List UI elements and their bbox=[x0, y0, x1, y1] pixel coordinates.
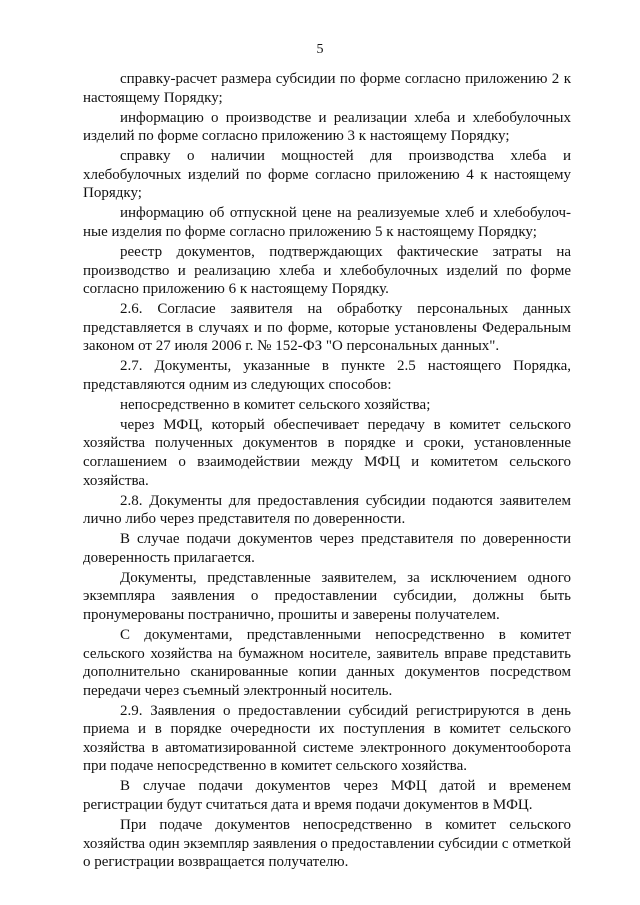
paragraph-attachment-3: информацию о производстве и реализации хлеба и хлебобулочных изделий по форме согласно приложению 3 к настоящему Порядку; bbox=[83, 109, 571, 145]
paragraph-2-8-scans: С документами, представленными непосредственно в комитет сельского хозяйства на бумажном носителе, заявитель вправе представить дополнительно сканированные копии данных документов посредством передачи через съемный электронный носитель. bbox=[83, 626, 571, 699]
paragraph-2-9: 2.9. Заявления о предоставлении субсидий регистрируются в день приема и в порядке очередности их поступления в комитет сельского хозяйства в автоматизированной системе электронного документооборота при подаче непосредственно в комитет сельского хозяйства. bbox=[83, 702, 571, 775]
paragraph-2-8-numbering: Документы, представленные заявителем, за исключением одного экземпляра заявления о предоставлении субсидии, должны быть пронумерованы постранично, прошиты и заверены получателем. bbox=[83, 569, 571, 623]
paragraph-2-9-return: При подаче документов непосредственно в комитет сельского хозяйства один экземпляр заявления о предоставлении субсидии с отметкой о регистрации возвращается получателю. bbox=[83, 817, 571, 871]
paragraph-2-7-direct: непосредственно в комитет сельского хозяйства; bbox=[120, 396, 431, 413]
paragraph-attachment-5: информацию об отпускной цене на реализуемые хлеб и хлебобулочные изделия по форме согласно приложению 5 к настоящему Порядку; bbox=[83, 205, 571, 240]
document-body bbox=[83, 70, 571, 873]
paragraph-2-7-mfc: через МФЦ, который обеспечивает передачу в комитет сельского хозяйства полученных документов в порядке и сроки, установленные соглашением о взаимодействии между МФЦ и комитетом сельского хозяйства. bbox=[83, 416, 571, 489]
paragraph-attachment-6: реестр документов, подтверждающих фактические затраты на производство и реализацию хлеба и хлебобулочных изделий по форме согласно приложению 6 к настоящему Порядку. bbox=[83, 243, 571, 298]
page-number: 5 bbox=[316, 42, 324, 57]
paragraph-2-8-proxy: В случае подачи документов через представителя по доверенности доверенность прилагается. bbox=[83, 531, 571, 566]
paragraph-attachment-2: справку-расчет размера субсидии по форме согласно приложению 2 к настоящему Порядку; bbox=[83, 71, 571, 106]
paragraph-attachment-4: справку о наличии мощностей для производства хлеба и хлебобулочных изделий по форме согласно приложению 4 к настоящему Порядку; bbox=[83, 148, 571, 202]
paragraph-2-6: 2.6. Согласие заявителя на обработку персональных данных представляется в случаях и по форме, которые установлены Федеральным законом от 27 июля 2006 г. № 152-ФЗ "О персональных данных". bbox=[83, 301, 571, 355]
paragraph-2-9-mfc: В случае подачи документов через МФЦ датой и временем регистрации будут считаться дата и время подачи документов в МФЦ. bbox=[83, 778, 571, 814]
paragraph-2-7: 2.7. Документы, указанные в пункте 2.5 настоящего Порядка, представляются одним из следующих способов: bbox=[83, 358, 571, 393]
paragraph-2-8: 2.8. Документы для предоставления субсидии подаются заявителем лично либо через представителя по доверенности. bbox=[83, 492, 571, 528]
